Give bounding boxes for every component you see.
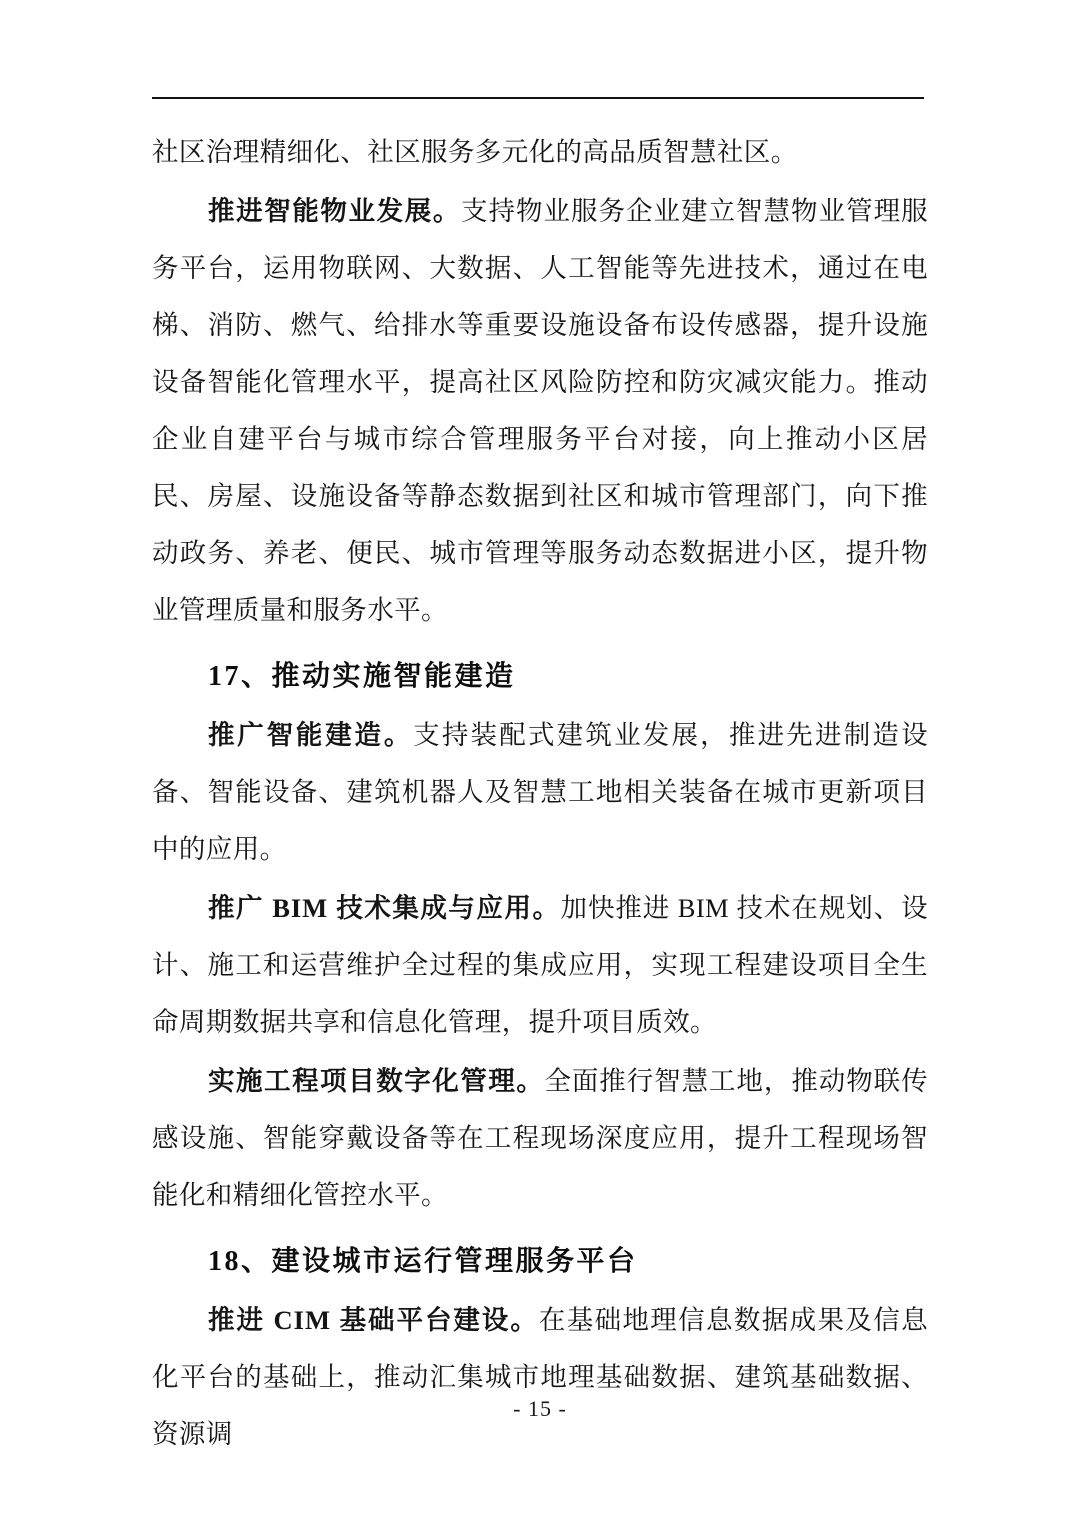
paragraph-lead: 推进智能物业发展。	[208, 196, 461, 226]
paragraph-lead: 实施工程项目数字化管理。	[208, 1066, 545, 1096]
header-rule	[152, 97, 924, 99]
paragraph-text: 支持物业服务企业建立智慧物业管理服务平台，运用物联网、大数据、人工智能等先进技术，通过在电梯、消防、燃气、给排水等重要设施设备布设传感器，提升设施设备智能化管理水平，提高社区风险防控和防灾减灾能力。推动企业自建平台与城市综合管理服务平台对接，向上推动小区居民、房屋、设施设备等静态数据到社区和城市管理部门，向下推动政务、养老、便民、城市管理等服务动态数据进小区，提升物业管理质量和服务水平。	[152, 196, 928, 625]
paragraph-lead: 推广智能建造。	[208, 720, 414, 750]
paragraph-digital-project-management	[152, 1053, 928, 1224]
paragraph-text: 支持装配式建筑业发展，推进先进制造设备、智能设备、建筑机器人及智慧工地相关装备在城市更新项目中的应用。	[152, 720, 929, 864]
section-heading-17: 17、推动实施智能建造	[208, 661, 516, 692]
paragraph-bim-application	[152, 880, 928, 1051]
paragraph-text: 加快推进 BIM 技术在规划、设计、施工和运营维护全过程的集成应用，实现工程建设项目全生命周期数据共享和信息化管理，提升项目质效。	[152, 893, 928, 1037]
paragraph-continuation	[152, 124, 928, 181]
paragraph-lead: 推进 CIM 基础平台建设。	[208, 1305, 539, 1335]
paragraph-text: 社区治理精细化、社区服务多元化的高品质智慧社区。	[152, 137, 798, 167]
paragraph-text: 全面推行智慧工地，推动物联传感设施、智能穿戴设备等在工程现场深度应用，提升工程现场智能化和精细化管控水平。	[152, 1066, 929, 1210]
paragraph-lead: 推广 BIM 技术集成与应用。	[208, 893, 561, 923]
document-body	[152, 124, 928, 1465]
paragraph-cim-platform	[152, 1292, 928, 1463]
paragraph-smart-property	[152, 183, 928, 639]
page-number: - 15 -	[513, 1396, 567, 1421]
paragraph-promote-smart-construction	[152, 707, 928, 878]
paragraph-text: 在基础地理信息数据成果及信息化平台的基础上，推动汇集城市地理基础数据、建筑基础数据、资源调	[152, 1305, 928, 1449]
section-heading-18: 18、建设城市运行管理服务平台	[208, 1246, 638, 1277]
